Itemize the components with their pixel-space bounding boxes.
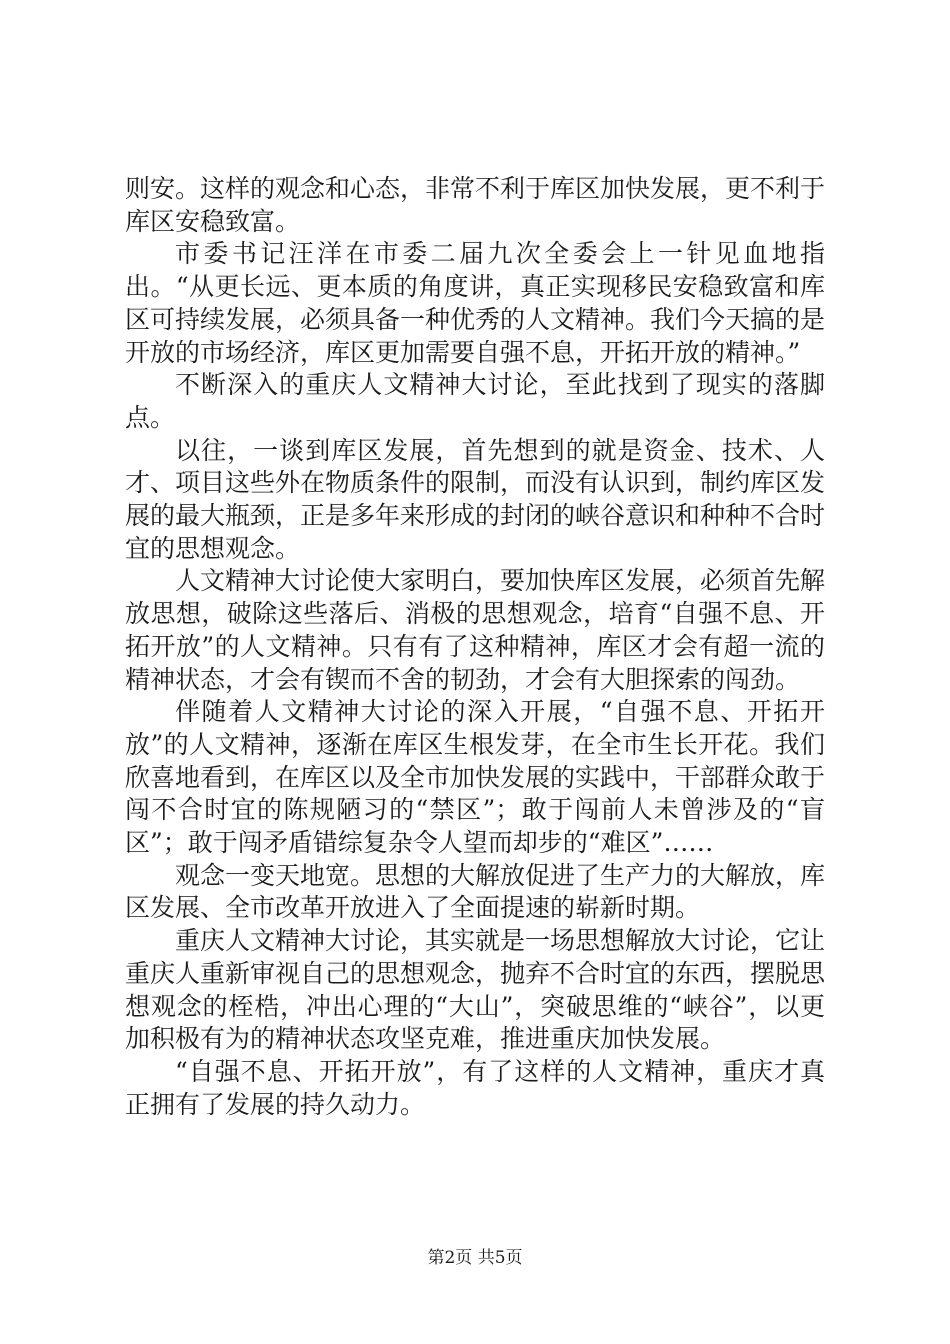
paragraph-6: 伴随着人文精神大讨论的深入开展，“自强不息、开拓开放”的人文精神，逐渐在库区生根发芽，在全市生长开花。我们欣喜地看到，在库区以及全市加快发展的实践中，干部群众敢于闯不合时宜的陈规陋习的“禁区”；敢于闯前人未曾涉及的“盲区”；敢于闯矛盾错综复杂令人望而却步的“难区”……	[125, 697, 826, 858]
paragraph-4: 以往，一谈到库区发展，首先想到的就是资金、技术、人才、项目这些外在物质条件的限制，而没有认识到，制约库区发展的最大瓶颈，正是多年来形成的封闭的峡谷意识和种种不合时宜的思想观念。	[125, 435, 826, 563]
paragraph-1: 则安。这样的观念和心态，非常不利于库区加快发展，更不利于库区安稳致富。	[125, 174, 826, 236]
page-number-footer: 第2页 共5页	[427, 1248, 523, 1268]
paragraph-9: “自强不息、开拓开放”，有了这样的人文精神，重庆才真正拥有了发展的持久动力。	[125, 1056, 825, 1119]
document-body	[125, 173, 825, 1121]
paragraph-8: 重庆人文精神大讨论，其实就是一场思想解放大讨论，它让重庆人重新审视自己的思想观念，抛弃不合时宜的东西，摆脱思想观念的桎梏，冲出心理的“大山”，突破思维的“峡谷”，以更加积极有为的精神状态攻坚克难，推进重庆加快发展。	[125, 926, 826, 1054]
paragraph-3: 不断深入的重庆人文精神大讨论，至此找到了现实的落脚点。	[125, 370, 825, 432]
paragraph-7: 观念一变天地宽。思想的大解放促进了生产力的大解放，库区发展、全市改革开放进入了全面提速的崭新时期。	[125, 860, 826, 923]
paragraph-5: 人文精神大讨论使大家明白，要加快库区发展，必须首先解放思想，破除这些落后、消极的思想观念，培育“自强不息、开拓开放”的人文精神。只有有了这种精神，库区才会有超一流的精神状态，才会有锲而不舍的韧劲，才会有大胆探索的闯劲。	[125, 566, 826, 694]
paragraph-2: 市委书记汪洋在市委二届九次全委会上一针见血地指出。“从更长远、更本质的角度讲，真正实现移民安稳致富和库区可持续发展，必须具备一种优秀的人文精神。我们今天搞的是开放的市场经济，库区更加需要自强不息，开拓开放的精神。”	[125, 239, 826, 367]
